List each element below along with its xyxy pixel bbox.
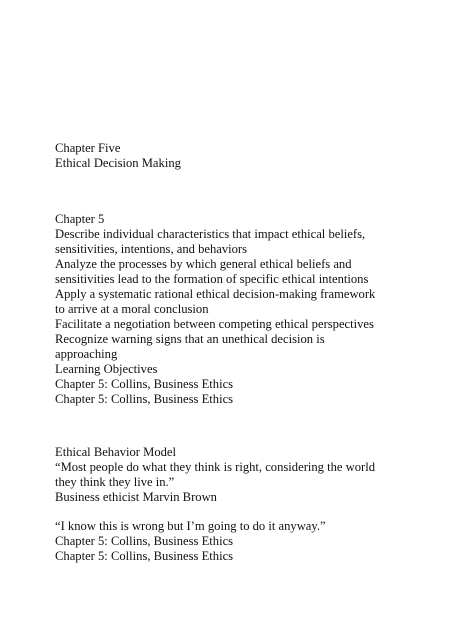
slide-heading: Learning Objectives — [55, 362, 158, 376]
slide-footer: Chapter 5: Collins, Business Ethics — [55, 392, 234, 406]
slide-footer: Chapter 5: Collins, Business Ethics — [55, 534, 234, 548]
objective-line: approaching — [55, 347, 118, 361]
chapter-title: Ethical Decision Making — [55, 156, 181, 170]
slide-heading: Ethical Behavior Model — [55, 445, 177, 459]
objective-line: Apply a systematic rational ethical decision-making framework — [55, 287, 376, 301]
objective-line: to arrive at a moral conclusion — [55, 302, 209, 316]
quote-line: they think they live in.” — [55, 475, 175, 489]
quote-line: “Most people do what they think is right, considering the world — [55, 460, 376, 474]
objective-line: Facilitate a negotiation between competing ethical perspectives — [55, 317, 374, 331]
objective-line: sensitivities, intentions, and behaviors — [55, 242, 248, 256]
slide-chapter-label: Chapter 5 — [55, 212, 105, 226]
quote-attribution: Business ethicist Marvin Brown — [55, 490, 217, 504]
chapter-heading: Chapter Five — [55, 141, 121, 155]
objective-line: Describe individual characteristics that impact ethical beliefs, — [55, 227, 366, 241]
objective-line: Analyze the processes by which general ethical beliefs and — [55, 257, 352, 271]
objective-line: Recognize warning signs that an unethical decision is — [55, 332, 325, 346]
objective-line: sensitivities lead to the formation of specific ethical intentions — [55, 272, 369, 286]
slide-footer: Chapter 5: Collins, Business Ethics — [55, 549, 234, 563]
quote-line: “I know this is wrong but I’m going to do it anyway.” — [55, 519, 326, 533]
slide-footer: Chapter 5: Collins, Business Ethics — [55, 377, 234, 391]
